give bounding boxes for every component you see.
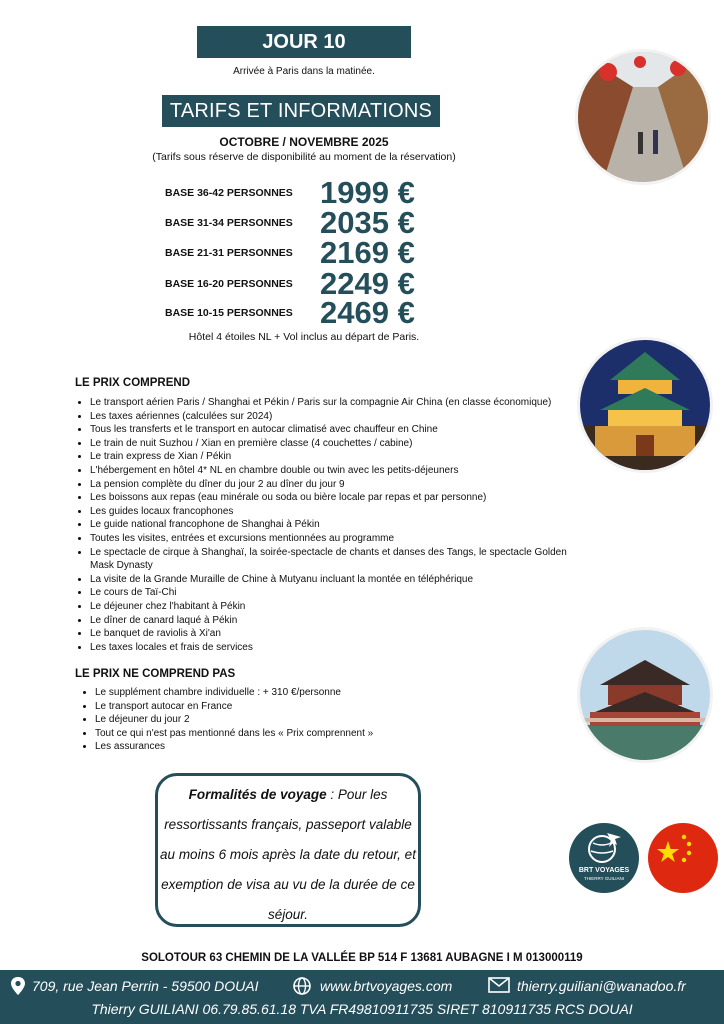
list-item: • Le train express de Xian / Pékin xyxy=(90,450,590,464)
list-item: • Tous les transferts et le transport en autocar climatisé avec chauffeur en Chine xyxy=(90,423,590,437)
list-item: • Les taxes aériennes (calculées sur 2024) xyxy=(90,410,590,424)
list-item: • Le banquet de raviolis à Xi'an xyxy=(90,627,590,641)
bell-tower-photo xyxy=(580,340,710,470)
list-item: • Le déjeuner chez l'habitant à Pékin xyxy=(90,600,590,614)
tarifs-title: TARIFS ET INFORMATIONS xyxy=(162,95,440,127)
hotel-note: Hôtel 4 étoiles NL + Vol inclus au départ de Paris. xyxy=(188,331,420,343)
list-item: • Le train de nuit Suzhou / Xian en première classe (4 couchettes / cabine) xyxy=(90,437,590,451)
price-value: 1999 € xyxy=(320,175,415,210)
list-item: • Le cours de Taï-Chi xyxy=(90,586,590,600)
excluded-list xyxy=(82,686,595,754)
list-item: • Le dîner de canard laqué à Pékin xyxy=(90,614,590,628)
list-item: • Le transport autocar en France xyxy=(95,700,595,714)
logo-brand: BRT VOYAGES xyxy=(578,867,630,874)
list-item: • Les assurances xyxy=(95,740,595,754)
price-value: 2249 € xyxy=(320,266,415,301)
company-line: SOLOTOUR 63 CHEMIN DE LA VALLÉE BP 514 F 13681 AUBAGNE I M 013000119 xyxy=(141,952,583,964)
list-item: • Le déjeuner du jour 2 xyxy=(95,713,595,727)
price-value: 2035 € xyxy=(320,205,415,240)
footer-website-link[interactable]: www.brtvoyages.com xyxy=(320,978,453,994)
price-label: BASE 36-42 PERSONNES xyxy=(165,187,293,199)
list-item: • Les guides locaux francophones xyxy=(90,505,590,519)
price-label: BASE 10-15 PERSONNES xyxy=(165,307,293,319)
list-item: • Le supplément chambre individuelle : + 310 €/personne xyxy=(95,686,595,700)
list-item: • Les boissons aux repas (eau minérale ou soda ou bière locale par repas et par personne) xyxy=(90,491,590,505)
price-value: 2169 € xyxy=(320,235,415,270)
location-pin-icon xyxy=(10,976,26,999)
yuyuan-garden-photo xyxy=(580,630,710,760)
list-item: • La pension complète du dîner du jour 2 au dîner du jour 9 xyxy=(90,478,590,492)
day-description: Arrivée à Paris dans la matinée. xyxy=(233,66,375,77)
formalities-heading: Formalités de voyage xyxy=(188,787,327,802)
footer-legal: Thierry GUILIANI 06.79.85.61.18 TVA FR49810911735 SIRET 810911735 RCS DOUAI xyxy=(91,1001,633,1017)
list-item: • Tout ce qui n'est pas mentionné dans les « Prix comprennent » xyxy=(95,727,595,741)
list-item: • La visite de la Grande Muraille de Chine à Mutyanu incluant la montée en téléphérique xyxy=(90,573,590,587)
list-item: • Toutes les visites, entrées et excursions mentionnées au programme xyxy=(90,532,590,546)
list-item: • Les taxes locales et frais de services xyxy=(90,641,590,655)
china-flag-icon xyxy=(648,823,718,893)
price-label: BASE 21-31 PERSONNES xyxy=(165,247,293,259)
price-value: 2469 € xyxy=(320,295,415,330)
tarifs-period: OCTOBRE / NOVEMBRE 2025 xyxy=(219,135,389,149)
footer xyxy=(0,970,724,1024)
formalities-text: : Pour les ressortissants français, passeport valable au moins 6 mois après la date du retour, et exemption de visa au vu de la durée de ce séjour. xyxy=(160,787,416,922)
list-item: • Le transport aérien Paris / Shanghai et Pékin / Paris sur la compagnie Air China (en classe économique) xyxy=(90,396,590,410)
list-item: • Le spectacle de cirque à Shanghaï, la soirée-spectacle de chants et danses des Tangs, le spectacle Golden Mask Dynasty xyxy=(90,546,590,573)
globe-icon xyxy=(292,976,312,999)
footer-email-link[interactable]: thierry.guiliani@wanadoo.fr xyxy=(517,978,686,994)
globe-plane-icon xyxy=(569,823,639,867)
brt-voyages-logo xyxy=(569,823,639,893)
day-title: JOUR 10 xyxy=(197,26,411,58)
mail-icon xyxy=(488,976,510,997)
footer-address: 709, rue Jean Perrin - 59500 DOUAI xyxy=(32,978,259,994)
tarifs-disclaimer: (Tarifs sous réserve de disponibilité au moment de la réservation) xyxy=(152,151,456,163)
market-street-photo xyxy=(578,52,708,182)
list-item: • Le guide national francophone de Shanghai à Pékin xyxy=(90,518,590,532)
price-label: BASE 16-20 PERSONNES xyxy=(165,278,293,290)
formalities-box xyxy=(155,773,421,927)
included-title: LE PRIX COMPREND xyxy=(75,377,191,389)
logo-sub: THIERRY GUILIANI xyxy=(583,876,625,881)
included-list xyxy=(77,396,590,654)
excluded-title: LE PRIX NE COMPREND PAS xyxy=(75,668,236,680)
list-item: • L'hébergement en hôtel 4* NL en chambre double ou twin avec les petits-déjeuners xyxy=(90,464,590,478)
price-label: BASE 31-34 PERSONNES xyxy=(165,217,293,229)
